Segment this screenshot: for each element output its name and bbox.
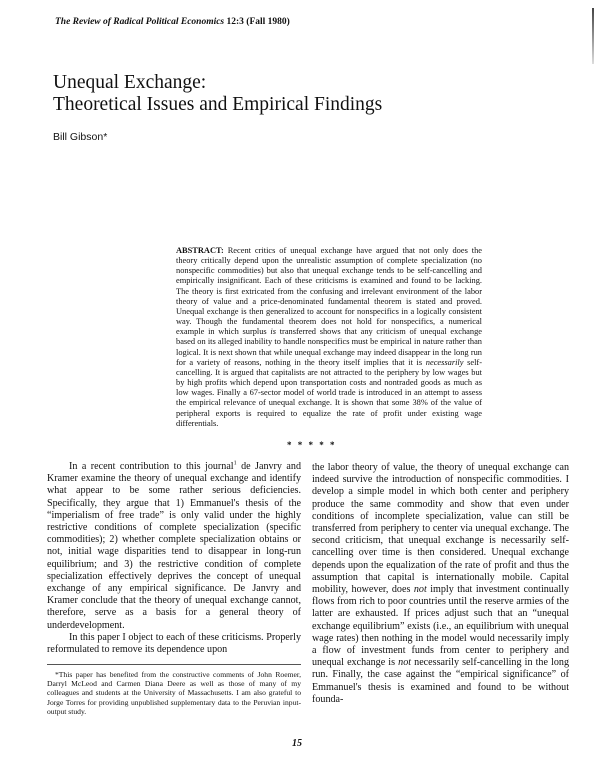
body-paragraph-continued (312, 462, 569, 706)
journal-issue: 12:3 (Fall 1980) (226, 17, 290, 27)
paragraph-text: the labor theory of value, the theory of unequal exchange can indeed survive the introduction of nonspecific commodities. I develop a simple model in which both center and periphery produce the same commodity and show that even under conditions of incomplete specialization, value can still be transferred from periphery to center via unequal exchange. The second criticism, that unequal exchange is necessarily self-cancelling over time is then considered. Unequal exchange depends upon the equalization of the rate of profit and thus the assumption that capital is internationally mobile. Capital mobility, however, does (312, 462, 569, 596)
emphasis: not (413, 584, 427, 596)
journal-header (55, 17, 290, 27)
journal-name: The Review of Radical Political Economics (55, 17, 225, 27)
body-column-right (312, 462, 569, 706)
page-edge-mark (592, 8, 594, 64)
section-separator: * * * * * (287, 440, 337, 450)
footnote-divider (47, 664, 301, 665)
abstract-emphasis-2: necessarily (425, 357, 464, 367)
abstract-emphasis-1: is (270, 327, 276, 337)
title-line-1: Unequal Exchange: (53, 72, 207, 93)
paragraph-text: imply that investment continually flows from rich to poor countries until the reserve armies of the latter are exhausted. If prices adjust such that an “unequal exchange equilibrium” exists (i.e., an equilibrium with unequal wage rates) then nothing in the model would necessarily imply a flow of investment funds from center to periphery and unequal exchange is (312, 584, 569, 669)
author-name: Bill Gibson* (53, 131, 108, 143)
title-line-2: Theoretical Issues and Empirical Findings (53, 94, 383, 115)
abstract (176, 246, 482, 429)
footnote: *This paper has benefited from the constructive comments of John Roemer, Darryl McLeod and Carmen Diana Deere as well as those of many of my colleagues and students at the University of Massachusetts. I am also grateful to Jorge Torres for providing unpublished supplementary data to the Peruvian input-output study. (47, 670, 301, 716)
paragraph-text: In a recent contribution to this journal (69, 461, 234, 472)
abstract-label: ABSTRACT: (176, 246, 224, 255)
page-number: 15 (292, 738, 302, 749)
body-paragraph-1 (47, 461, 301, 632)
body-paragraph-2: In this paper I object to each of these criticisms. Properly reformulated to remove its dependence upon (47, 631, 301, 656)
abstract-text-2: transferred shows that any criticism of unequal exchange based on its alleged inability to handle nonspecifics must be empirical in nature rather than logical. It is next shown that while unequal exchange may indeed disappear in the long run for a variety of reasons, nothing in the theory itself implies that it is (176, 327, 482, 367)
footnote-reference[interactable]: 1 (233, 460, 237, 467)
paragraph-text: necessarily self-cancelling in the long run. Finally, the case against the “empirical significance” of Emmanuel's thesis is examined and found to be without founda- (312, 657, 569, 705)
article-title (53, 72, 382, 116)
abstract-text-1: Recent critics of unequal exchange have argued that not only does the theory critically depend upon the unrealistic assumption of complete specialization (no nonspecific commodities) but also that unequal exchange tends to be self-cancelling and empirically insignificant. Each of these criticisms is examined and found to be lacking. The theory is first extricated from the confusing and irrelevant environment of the labor theory of value and a price-denominated fundamental theorem is stated and proved. Unequal exchange is then generalized to account for nonspecifics in a logically consistent way. Though the fundamental theorem does not hold for nonspecifics, a numerical example in which surplus (176, 246, 482, 337)
abstract-text-3: self-cancelling. It is argued that capitalists are not attracted to the periphery by low wages but by high profits which depend upon transportation costs and nontraded goods as much as low wages. Finally a 67-sector model of world trade is introduced in an attempt to assess the empirical relevance of unequal exchange. It is shown that some 38% of the value of peripheral exports is required to equalize the rate of profit under existing wage differentials. (176, 357, 483, 428)
paragraph-text: de Janvry and Kramer examine the theory of unequal exchange and identify what appear to be some rather serious deficiencies. Specifically, they argue that 1) Emmanuel's thesis of the “imperialism of free trade” is only valid under the highly restrictive conditions of complete specialization (specific commodities); 2) whether complete specialization obtains or not, initial wage disparities tend to disappear in long-run equilibrium; and 3) the restrictive condition of complete specialization effectively deprives the concept of unequal exchange of any empirical significance. De Janvry and Kramer conclude that the theory of unequal exchange cannot, therefore, serve as a basis for a general theory of underdevelopment. (47, 461, 301, 631)
body-column-left (47, 461, 301, 656)
emphasis: not (398, 657, 412, 669)
